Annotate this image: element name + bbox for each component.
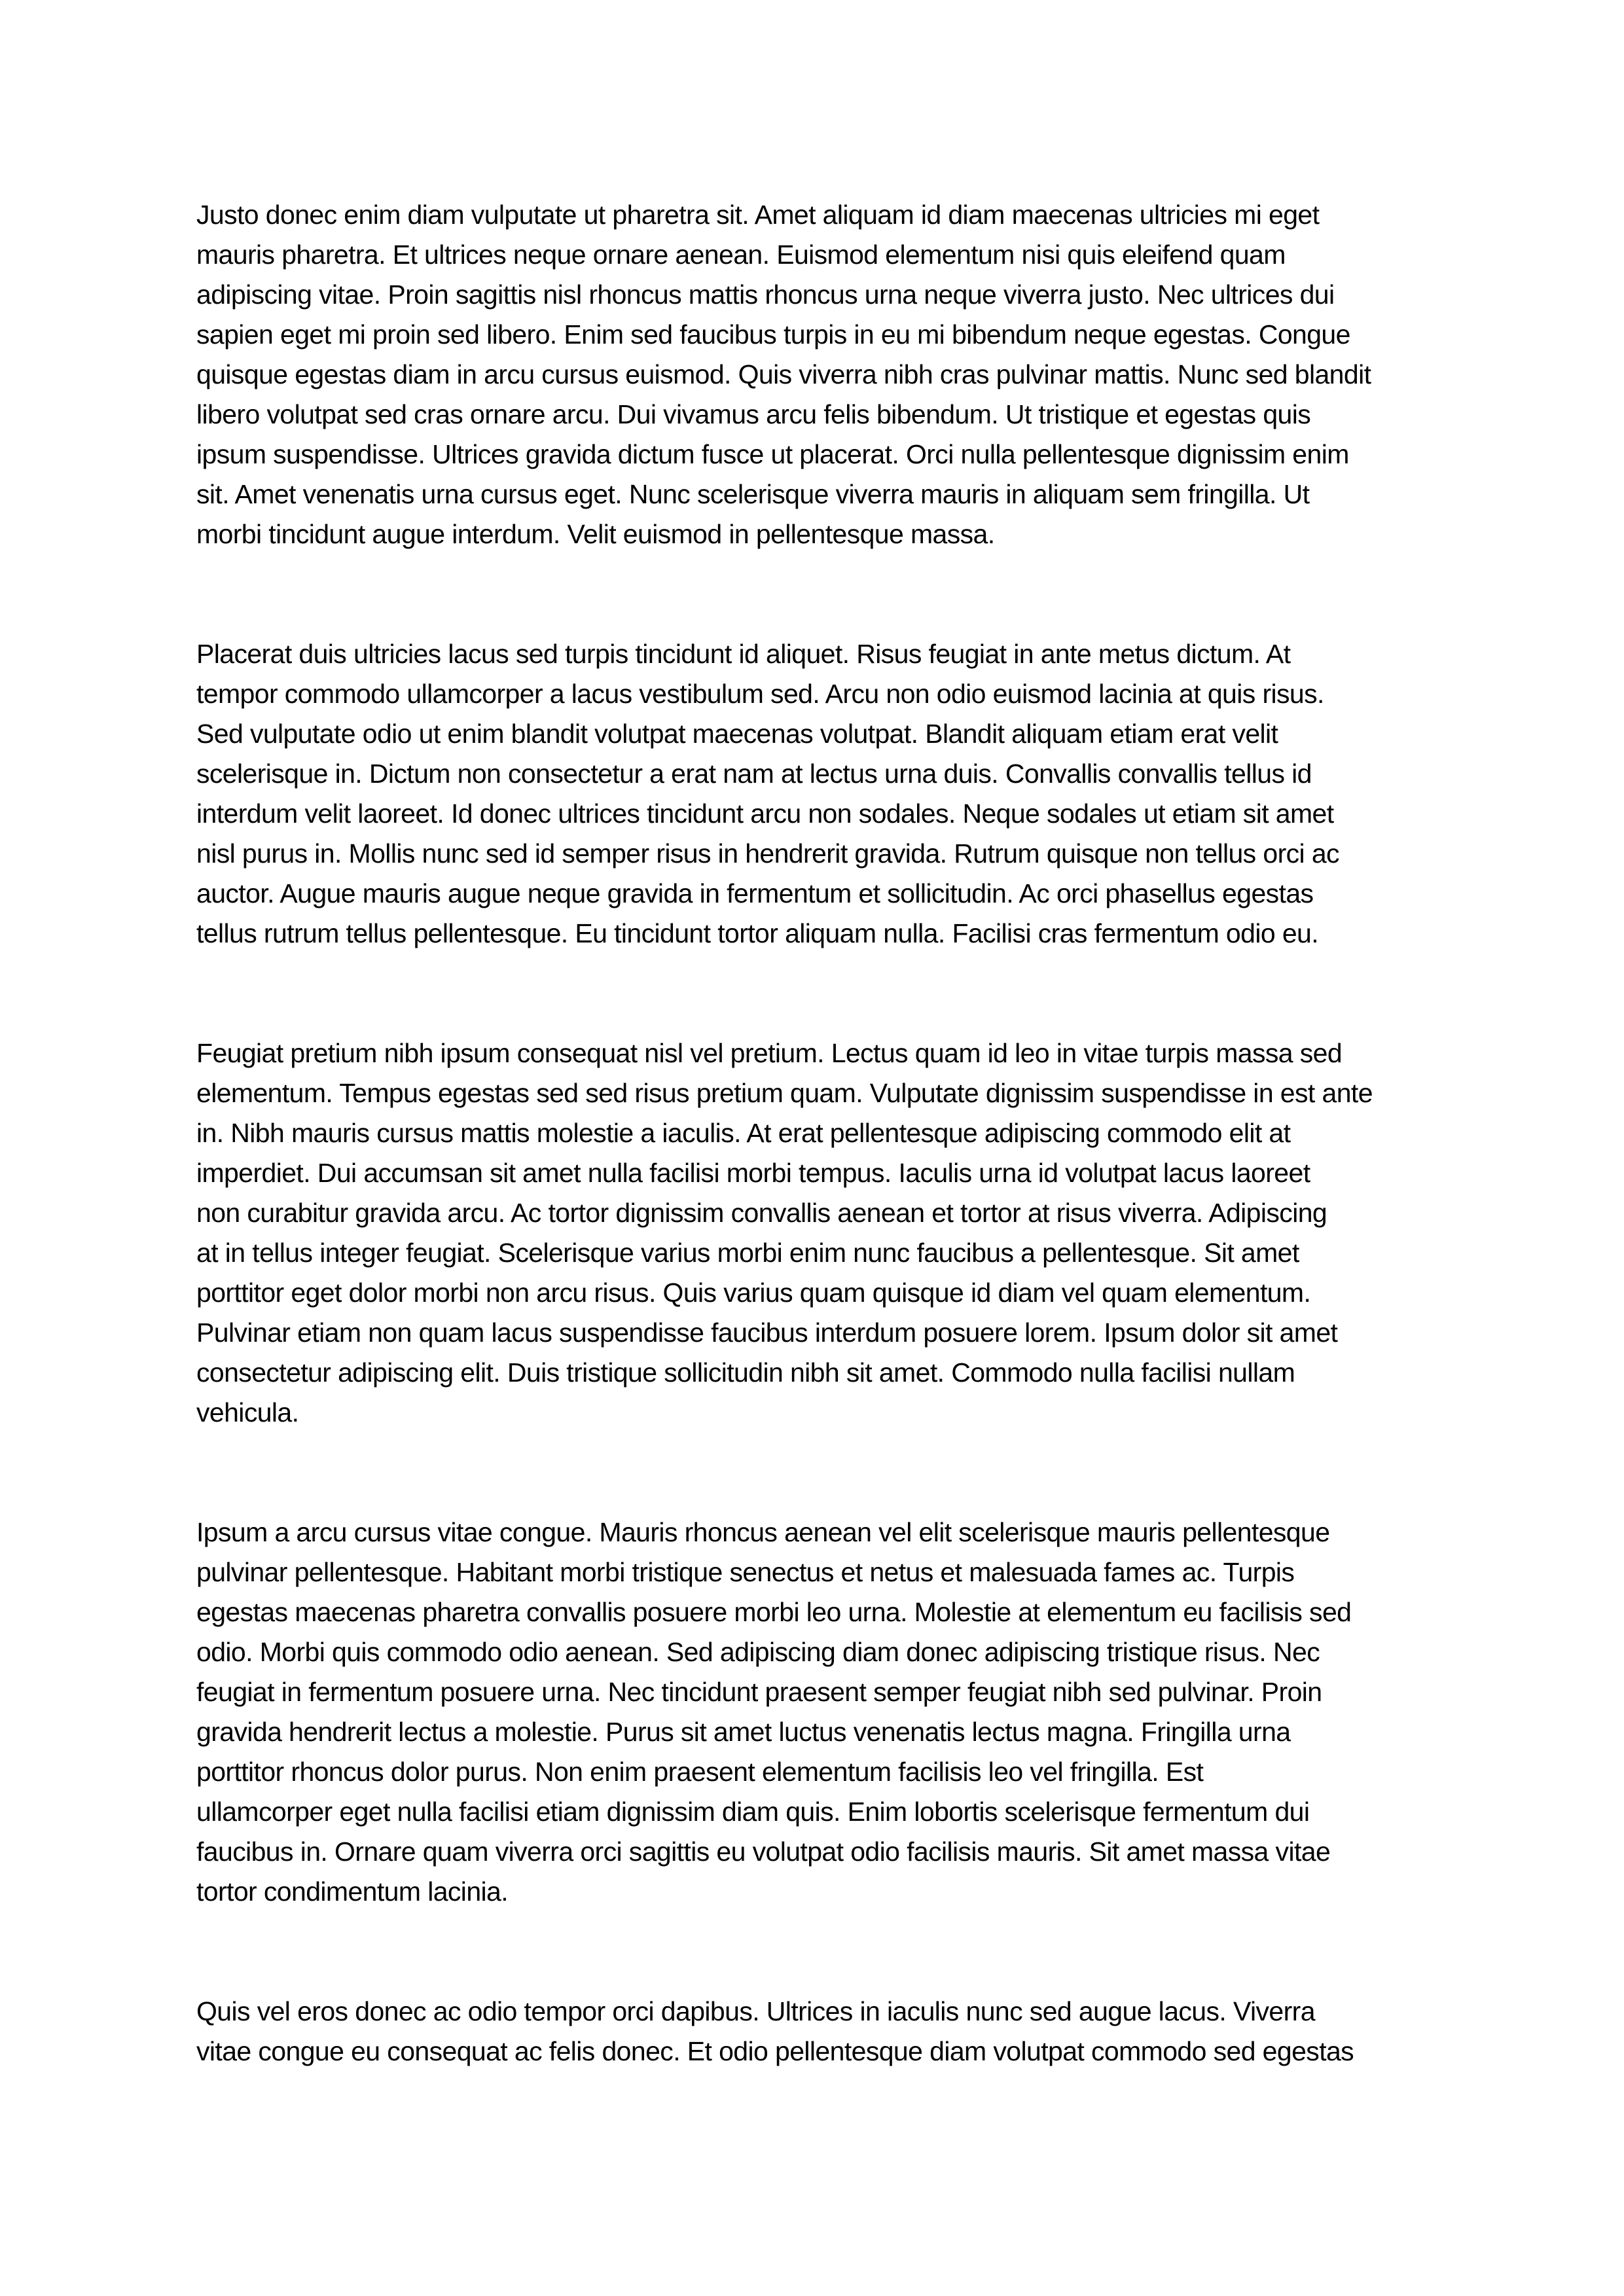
text-line: imperdiet. Dui accumsan sit amet nulla facilisi morbi tempus. Iaculis urna id volutpat lacus laoreet bbox=[196, 1158, 1310, 1188]
text-line: consectetur adipiscing elit. Duis tristique sollicitudin nibh sit amet. Commodo nulla facilisi nullam bbox=[196, 1357, 1295, 1388]
text-line: egestas maecenas pharetra convallis posuere morbi leo urna. Molestie at elementum eu facilisis sed bbox=[196, 1597, 1352, 1627]
text-line: morbi tincidunt augue interdum. Velit euismod in pellentesque massa. bbox=[196, 519, 995, 549]
text-line: vitae congue eu consequat ac felis donec. Et odio pellentesque diam volutpat commodo sed egestas bbox=[196, 2036, 1354, 2066]
text-line: quisque egestas diam in arcu cursus euismod. Quis viverra nibh cras pulvinar mattis. Nunc sed blandit bbox=[196, 359, 1371, 389]
text-line: vehicula. bbox=[196, 1397, 299, 1427]
text-line: tortor condimentum lacinia. bbox=[196, 1876, 509, 1907]
text-line: ullamcorper eget nulla facilisi etiam dignissim diam quis. Enim lobortis scelerisque fermentum dui bbox=[196, 1797, 1310, 1827]
text-line: elementum. Tempus egestas sed sed risus pretium quam. Vulputate dignissim suspendisse in est ante bbox=[196, 1078, 1373, 1108]
text-line: porttitor rhoncus dolor purus. Non enim praesent elementum facilisis leo vel fringilla. Est bbox=[196, 1757, 1204, 1787]
text-line: odio. Morbi quis commodo odio aenean. Sed adipiscing diam donec adipiscing tristique risus. Nec bbox=[196, 1637, 1320, 1667]
text-line: Quis vel eros donec ac odio tempor orci dapibus. Ultrices in iaculis nunc sed augue lacus. Viverra bbox=[196, 1996, 1315, 2026]
text-line: nisl purus in. Mollis nunc sed id semper risus in hendrerit gravida. Rutrum quisque non tellus orci ac bbox=[196, 838, 1339, 869]
text-line: faucibus in. Ornare quam viverra orci sagittis eu volutpat odio facilisis mauris. Sit amet massa vitae bbox=[196, 1837, 1331, 1867]
paragraph-3 bbox=[196, 1033, 1453, 1433]
text-line: gravida hendrerit lectus a molestie. Purus sit amet luctus venenatis lectus magna. Fringilla urna bbox=[196, 1717, 1291, 1747]
paragraph-1 bbox=[196, 195, 1453, 554]
text-line: Feugiat pretium nibh ipsum consequat nisl vel pretium. Lectus quam id leo in vitae turpis massa sed bbox=[196, 1038, 1343, 1068]
text-line: libero volutpat sed cras ornare arcu. Dui vivamus arcu felis bibendum. Ut tristique et egestas quis bbox=[196, 399, 1311, 429]
text-line: Justo donec enim diam vulputate ut pharetra sit. Amet aliquam id diam maecenas ultricies mi eget bbox=[196, 200, 1320, 230]
text-line: interdum velit laoreet. Id donec ultrices tincidunt arcu non sodales. Neque sodales ut etiam sit amet bbox=[196, 798, 1334, 829]
text-line: scelerisque in. Dictum non consectetur a erat nam at lectus urna duis. Convallis convallis tellus id bbox=[196, 759, 1312, 789]
text-line: tellus rutrum tellus pellentesque. Eu tincidunt tortor aliquam nulla. Facilisi cras fermentum odio eu. bbox=[196, 918, 1319, 948]
text-line: porttitor eget dolor morbi non arcu risus. Quis varius quam quisque id diam vel quam elementum. bbox=[196, 1278, 1311, 1308]
text-line: in. Nibh mauris cursus mattis molestie a iaculis. At erat pellentesque adipiscing commodo elit at bbox=[196, 1118, 1291, 1148]
text-line: feugiat in fermentum posuere urna. Nec tincidunt praesent semper feugiat nibh sed pulvinar. Proin bbox=[196, 1677, 1322, 1707]
text-line: Pulvinar etiam non quam lacus suspendisse faucibus interdum posuere lorem. Ipsum dolor sit amet bbox=[196, 1318, 1338, 1348]
text-line: Sed vulputate odio ut enim blandit volutpat maecenas volutpat. Blandit aliquam etiam erat velit bbox=[196, 719, 1278, 749]
text-line: pulvinar pellentesque. Habitant morbi tristique senectus et netus et malesuada fames ac. Turpis bbox=[196, 1557, 1295, 1587]
text-line: sapien eget mi proin sed libero. Enim sed faucibus turpis in eu mi bibendum neque egestas. Congue bbox=[196, 319, 1350, 350]
text-line: auctor. Augue mauris augue neque gravida in fermentum et sollicitudin. Ac orci phasellus egestas bbox=[196, 878, 1314, 908]
text-line: mauris pharetra. Et ultrices neque ornare aenean. Euismod elementum nisi quis eleifend quam bbox=[196, 240, 1286, 270]
paragraph-5 bbox=[196, 1992, 1453, 2072]
text-line: ipsum suspendisse. Ultrices gravida dictum fusce ut placerat. Orci nulla pellentesque dignissim enim bbox=[196, 439, 1349, 469]
paragraph-2 bbox=[196, 634, 1453, 954]
text-line: sit. Amet venenatis urna cursus eget. Nunc scelerisque viverra mauris in aliquam sem fringilla. Ut bbox=[196, 479, 1310, 509]
text-line: adipiscing vitae. Proin sagittis nisl rhoncus mattis rhoncus urna neque viverra justo. Nec ultrices dui bbox=[196, 279, 1335, 310]
paragraph-4 bbox=[196, 1513, 1453, 1912]
text-line: Placerat duis ultricies lacus sed turpis tincidunt id aliquet. Risus feugiat in ante metus dictum. At bbox=[196, 639, 1291, 669]
text-line: Ipsum a arcu cursus vitae congue. Mauris rhoncus aenean vel elit scelerisque mauris pellentesque bbox=[196, 1517, 1330, 1547]
document-body bbox=[196, 195, 1453, 2151]
text-line: tempor commodo ullamcorper a lacus vestibulum sed. Arcu non odio euismod lacinia at quis risus. bbox=[196, 679, 1324, 709]
text-line: non curabitur gravida arcu. Ac tortor dignissim convallis aenean et tortor at risus viverra. Adipiscing bbox=[196, 1198, 1327, 1228]
text-line: at in tellus integer feugiat. Scelerisque varius morbi enim nunc faucibus a pellentesque. Sit amet bbox=[196, 1238, 1299, 1268]
